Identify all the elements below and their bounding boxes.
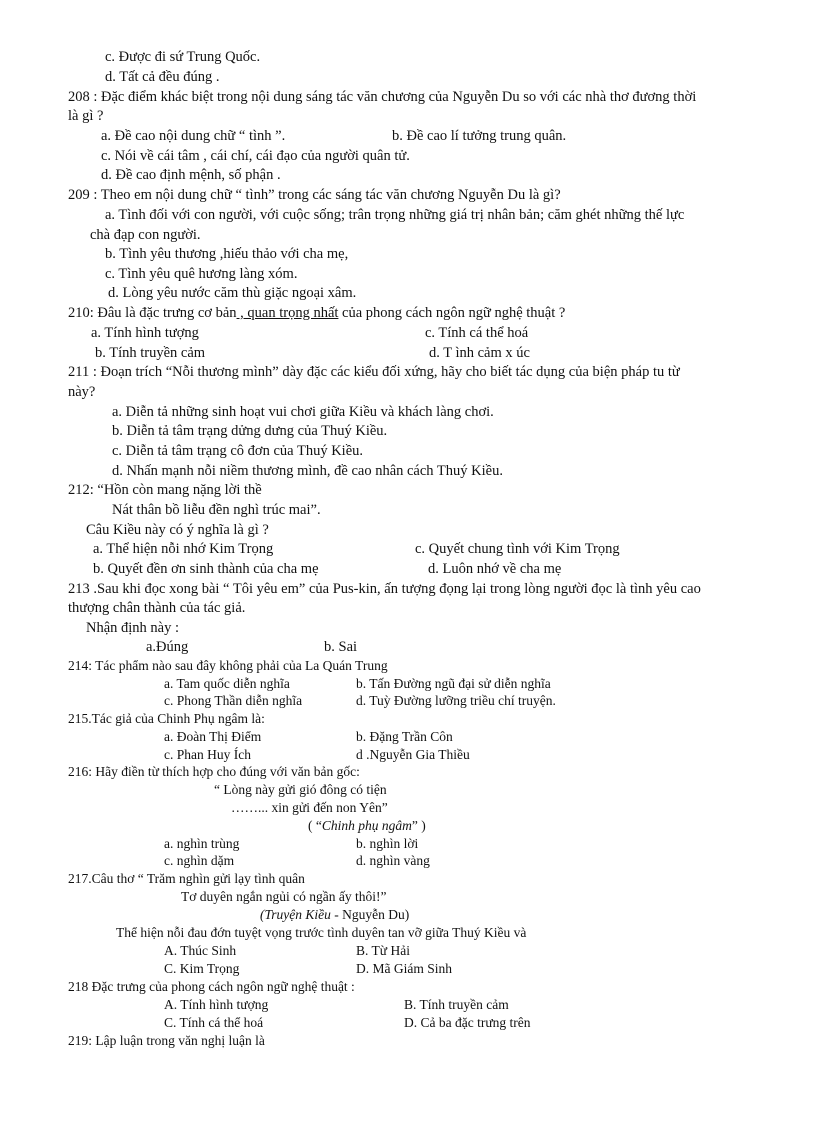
q210-option-b: b. Tính truyền cảm xyxy=(95,345,206,361)
q210-stem-end: của phong cách ngôn ngữ nghệ thuật ? xyxy=(338,305,566,321)
q208-option-b: b. Đề cao lí tưởng trung quân. xyxy=(392,128,567,144)
q217-option-b: B. Từ Hải xyxy=(356,943,410,958)
q216-option-a: a. nghìn trùng xyxy=(164,836,240,851)
q218-option-c: C. Tính cá thể hoá xyxy=(164,1015,264,1030)
q211-option-a: a. Diễn tả những sinh hoạt vui chơi giữa Kiều và khách làng chơi. xyxy=(112,404,494,420)
q212-verse-1: 212: “Hồn còn mang nặng lời thề xyxy=(68,482,262,498)
q218-option-a: A. Tính hình tượng xyxy=(164,997,269,1012)
q215-stem: 215.Tác giả của Chinh Phụ ngâm là: xyxy=(68,711,265,726)
q216-option-d: d. nghìn vàng xyxy=(356,853,430,868)
q212-verse-2: Nát thân bồ liễu đền nghì trúc mai”. xyxy=(112,502,321,518)
q207-option-c: c. Được đi sứ Trung Quốc. xyxy=(105,49,261,65)
q211-stem-cont: này? xyxy=(68,384,96,400)
q208-stem-cont: là gì ? xyxy=(68,108,104,124)
q209-stem: 209 : Theo em nội dung chữ “ tình” trong các sáng tác văn chương Nguyễn Du là gì? xyxy=(68,187,561,203)
q215-option-c: c. Phan Huy Ích xyxy=(164,747,251,762)
q210-stem-underlined: , quan trọng nhất xyxy=(236,305,339,321)
q216-source-open: ( “ xyxy=(308,818,322,833)
q213-stem: 213 .Sau khi đọc xong bài “ Tôi yêu em” của Pus-kin, ấn tượng đọng lại trong lòng người đọc là tình yêu cao xyxy=(68,581,701,597)
q216-verse-1: “ Lòng này gửi gió đông có tiện xyxy=(214,782,387,797)
q215-option-a: a. Đoàn Thị Điểm xyxy=(164,729,262,744)
q217-option-a: A. Thúc Sinh xyxy=(164,943,237,958)
q209-option-d: d. Lòng yêu nước căm thù giặc ngoại xâm. xyxy=(108,285,357,301)
q209-option-a: a. Tình đối với con người, với cuộc sống; trân trọng những giá trị nhân bản; căm ghét những thế lực xyxy=(105,207,685,223)
q215-option-b: b. Đặng Trần Côn xyxy=(356,729,453,744)
q214-option-c: c. Phong Thần diễn nghĩa xyxy=(164,693,303,708)
q214-option-b: b. Tấn Đường ngũ đại sử diễn nghĩa xyxy=(356,676,551,691)
q211-option-b: b. Diễn tả tâm trạng dửng dưng của Thuý Kiều. xyxy=(112,423,388,439)
q210-stem xyxy=(68,304,565,322)
q216-source-title: Chinh phụ ngâm xyxy=(321,818,412,833)
q211-option-c: c. Diễn tả tâm trạng cô đơn của Thuý Kiều. xyxy=(112,443,364,459)
q218-stem: 218 Đặc trưng của phong cách ngôn ngữ nghệ thuật : xyxy=(68,979,355,994)
q212-option-a: a. Thể hiện nỗi nhớ Kim Trọng xyxy=(93,541,274,557)
q217-option-c: C. Kim Trọng xyxy=(164,961,240,976)
q216-verse-2: ……... xin gửi đến non Yên” xyxy=(231,800,388,815)
q214-option-a: a. Tam quốc diễn nghĩa xyxy=(164,676,290,691)
q216-source xyxy=(308,817,426,835)
q216-option-c: c. nghìn dặm xyxy=(164,853,235,868)
q211-stem: 211 : Đoạn trích “Nỗi thương mình” dày đặc các kiểu đối xứng, hãy cho biết tác dụng của biện pháp tu từ xyxy=(68,364,680,380)
q212-option-d: d. Luôn nhớ về cha mẹ xyxy=(428,561,562,577)
q217-option-d: D. Mã Giám Sinh xyxy=(356,961,452,976)
q210-option-d: d. T ình cảm x úc xyxy=(429,345,530,361)
q208-option-c: c. Nói về cái tâm , cái chí, cái đạo của người quân tử. xyxy=(101,148,410,164)
q213-option-b: b. Sai xyxy=(324,639,358,655)
q217-source xyxy=(260,906,409,924)
q213-stem-cont: thượng chân thành của tác giả. xyxy=(68,600,246,616)
q210-option-a: a. Tính hình tượng xyxy=(91,325,199,341)
q217-stem: Thể hiện nỗi đau đớn tuyệt vọng trước tình duyên tan vỡ giữa Thuý Kiều và xyxy=(116,925,527,940)
q216-stem: 216: Hãy điền từ thích hợp cho đúng với văn bản gốc: xyxy=(68,764,360,779)
q209-option-b: b. Tình yêu thương ,hiếu thảo với cha mẹ, xyxy=(105,246,349,262)
q212-option-c: c. Quyết chung tình với Kim Trọng xyxy=(415,541,620,557)
q216-option-b: b. nghìn lời xyxy=(356,836,419,851)
q211-option-d: d. Nhấn mạnh nỗi niềm thương mình, đề cao nhân cách Thuý Kiều. xyxy=(112,463,503,479)
q215-option-d: d .Nguyễn Gia Thiều xyxy=(356,747,470,762)
q219-stem: 219: Lập luận trong văn nghị luận là xyxy=(68,1033,265,1048)
q217-source-title: (Truyện Kiều xyxy=(260,907,331,922)
q212-stem: Câu Kiều này có ý nghĩa là gì ? xyxy=(86,522,269,538)
q214-option-d: d. Tuỳ Đường lưỡng triều chí truyện. xyxy=(356,693,556,708)
q212-option-b: b. Quyết đền ơn sinh thành của cha mẹ xyxy=(93,561,319,577)
q209-option-a-cont: chà đạp con người. xyxy=(90,227,201,243)
q208-option-d: d. Đề cao định mệnh, số phận . xyxy=(101,167,281,183)
q218-option-b: B. Tính truyền cảm xyxy=(404,997,509,1012)
q216-source-close: ” ) xyxy=(411,818,426,833)
q217-verse-2: Tơ duyên ngắn ngủi có ngần ấy thôi!” xyxy=(181,889,387,904)
q217-verse-1: 217.Câu thơ “ Trăm nghìn gửi lạy tình quân xyxy=(68,871,305,886)
q210-option-c: c. Tính cá thể hoá xyxy=(425,325,529,341)
q213-prompt: Nhận định này : xyxy=(86,620,180,636)
q214-stem: 214: Tác phẩm nào sau đây không phải của La Quán Trung xyxy=(68,658,388,673)
q207-option-d: d. Tất cả đều đúng . xyxy=(105,69,220,85)
q208-stem: 208 : Đặc điểm khác biệt trong nội dung sáng tác văn chương của Nguyễn Du so với các nhà thơ đương thời xyxy=(68,89,697,105)
q209-option-c: c. Tình yêu quê hương làng xóm. xyxy=(105,266,298,282)
q210-stem-start: 210: Đâu là đặc trưng cơ bản xyxy=(68,305,237,321)
q217-source-author: - Nguyễn Du) xyxy=(330,907,410,922)
q208-option-a: a. Đề cao nội dung chữ “ tình ”. xyxy=(101,128,286,144)
q218-option-d: D. Cả ba đặc trưng trên xyxy=(404,1015,531,1030)
q213-option-a: a.Đúng xyxy=(146,639,189,655)
